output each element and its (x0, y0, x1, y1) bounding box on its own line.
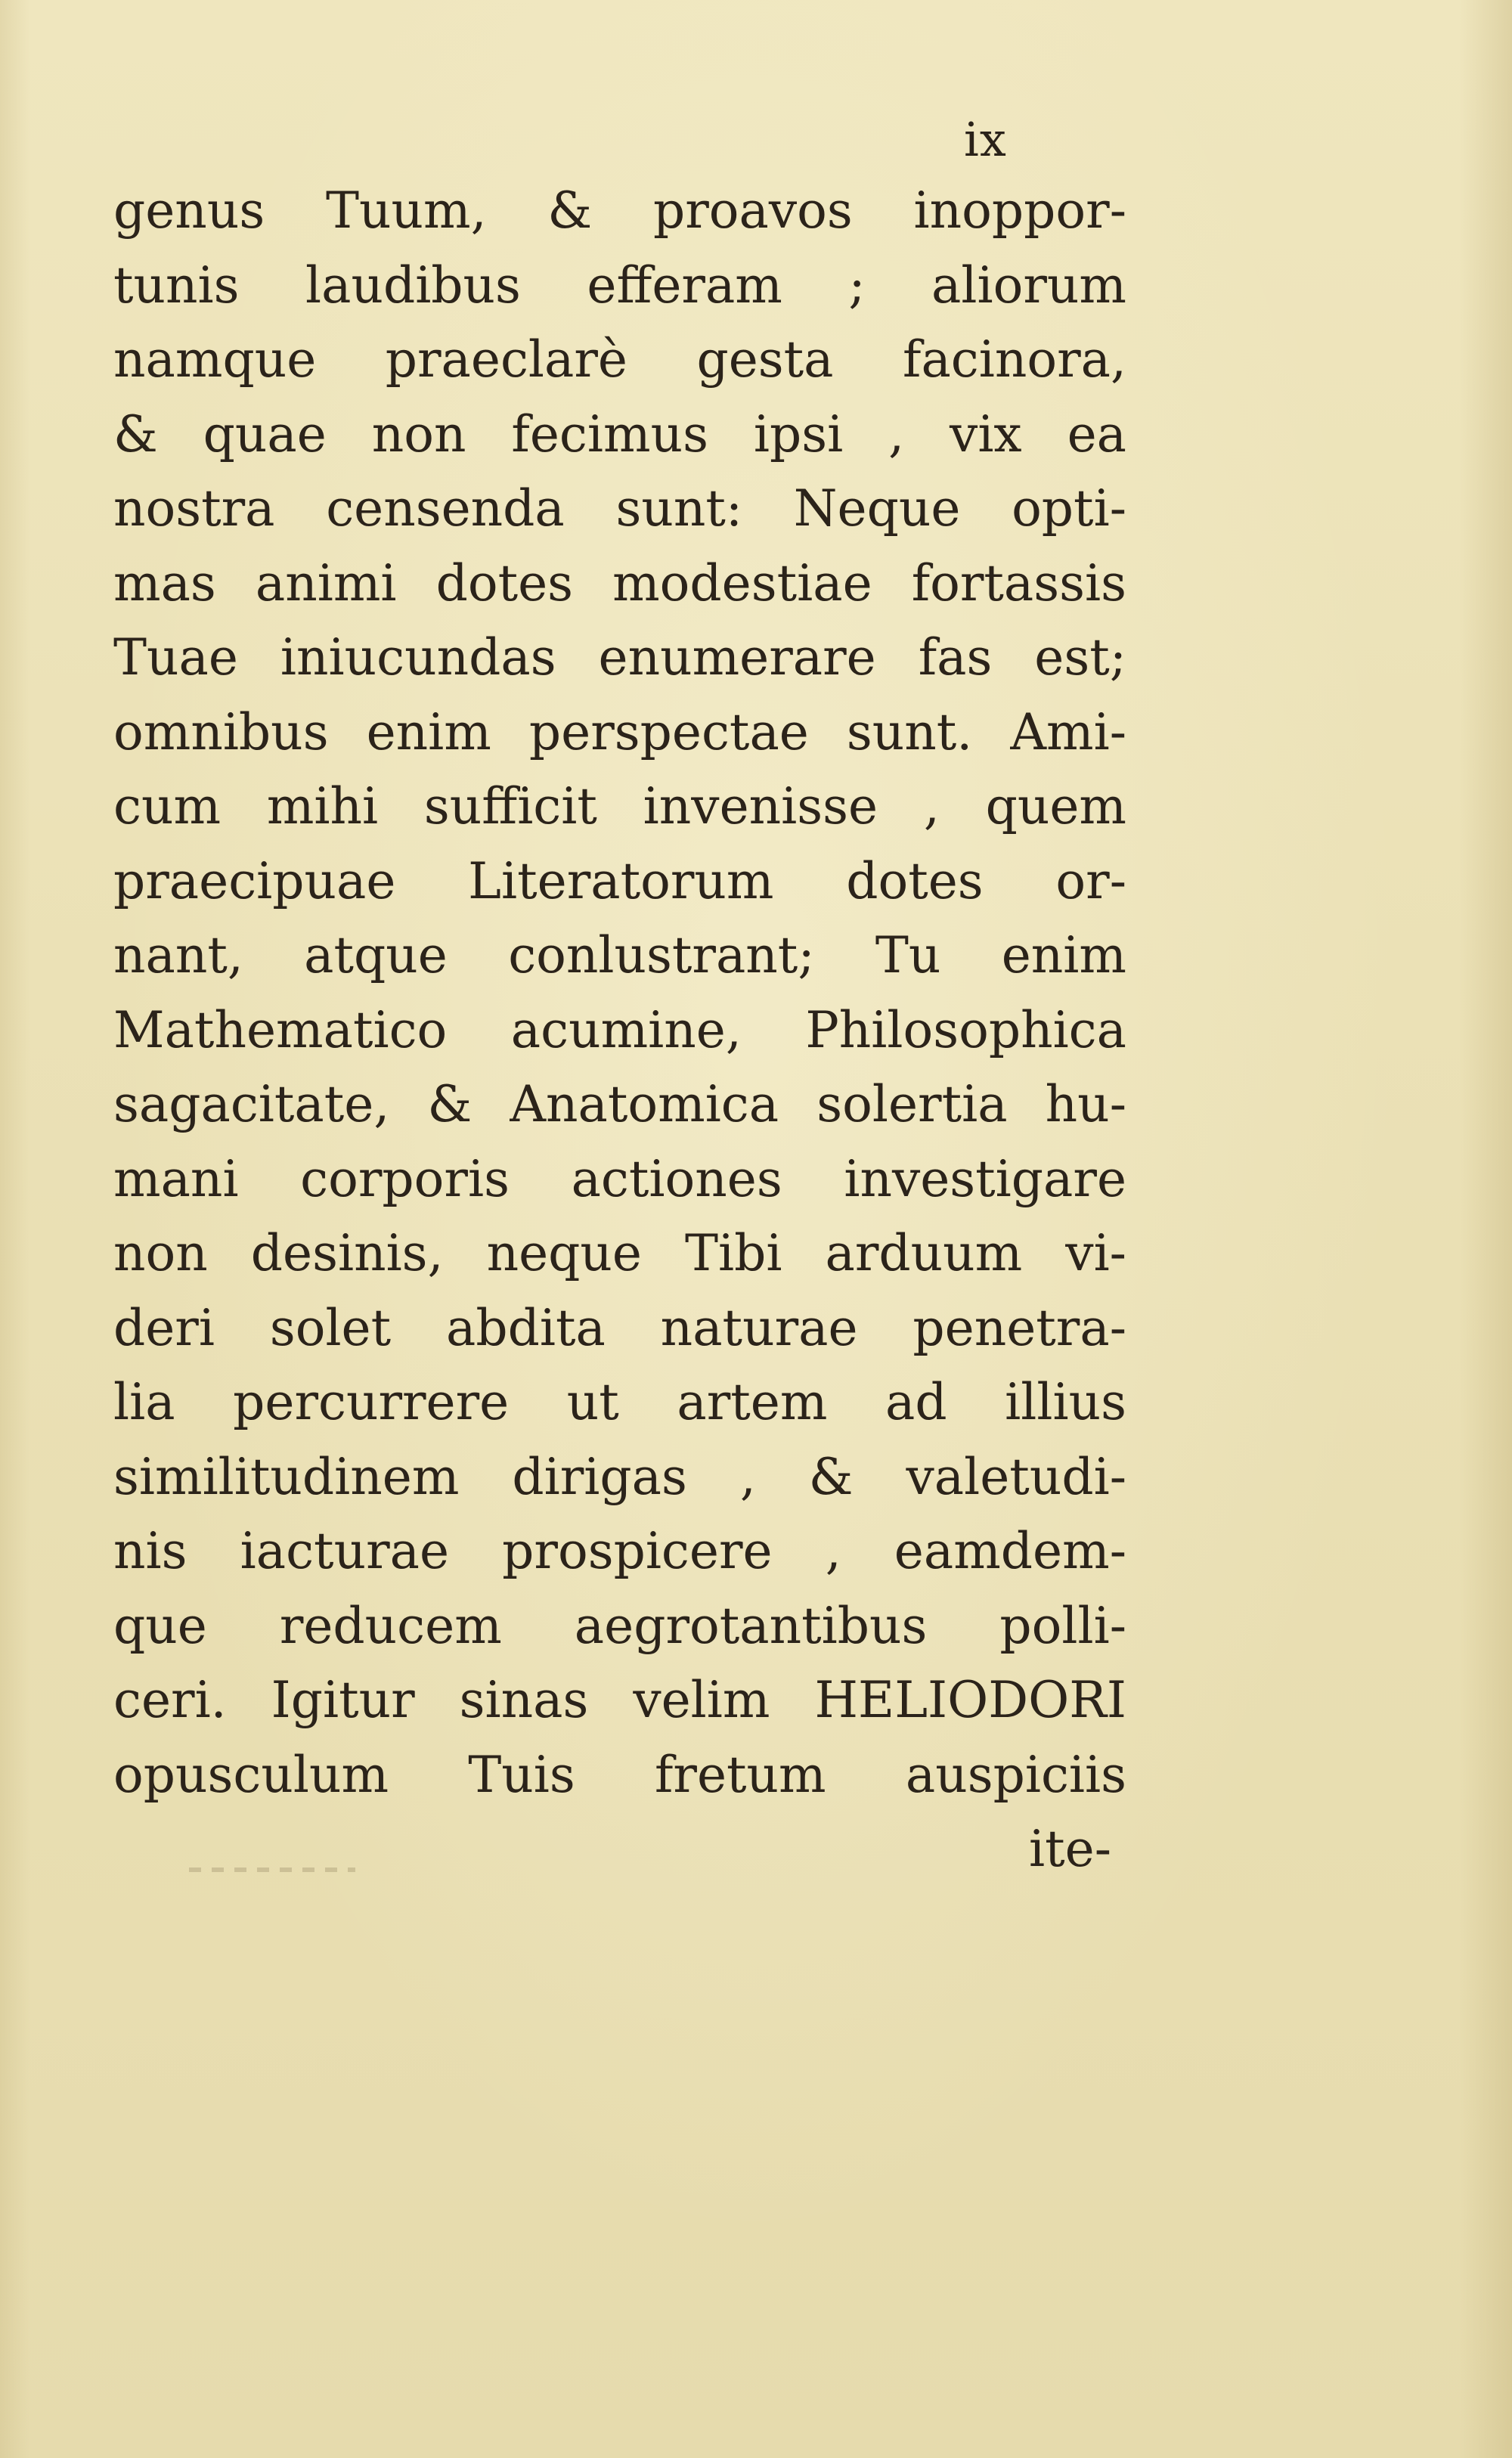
text-line: & quae non fecimus ipsi , vix ea (113, 405, 1126, 463)
page-gutter-shadow (0, 0, 30, 2458)
text-line: mani corporis actiones investigare (113, 1149, 1126, 1208)
text-line: genus Tuum, & proavos inoppor- (113, 181, 1126, 240)
text-line: similitudinem dirigas , & valetudi- (113, 1447, 1126, 1506)
text-line: sagacitate, & Anatomica solertia hu- (113, 1075, 1126, 1133)
page-edge-shadow (1459, 0, 1512, 2458)
text-line: Mathematico acumine, Philosophica (113, 1000, 1126, 1059)
body-text (113, 174, 1126, 1887)
text-line: namque praeclarè gesta facinora, (113, 330, 1126, 389)
text-line: nostra censenda sunt: Neque opti- (113, 479, 1126, 538)
text-line: mas animi dotes modestiae fortassis (113, 553, 1126, 612)
text-line: omnibus enim perspectae sunt. Ami- (113, 702, 1126, 761)
text-line: ceri. Igitur sinas velim HELIODORI (113, 1671, 1126, 1729)
text-line: tunis laudibus efferam ; aliorum (113, 256, 1126, 315)
text-line: nis iacturae prospicere , eamdem- (113, 1522, 1126, 1580)
text-line: Tuae iniucundas enumerare fas est; (113, 628, 1126, 687)
text-line: opusculum Tuis fretum auspiciis (113, 1745, 1126, 1804)
text-line: praecipuae Literatorum dotes or- (113, 851, 1126, 910)
text-line: cum mihi sufficit invenisse , quem (113, 777, 1126, 835)
text-line: non desinis, neque Tibi arduum vi- (113, 1224, 1126, 1282)
text-line: lia percurrere ut artem ad illius (113, 1373, 1126, 1431)
page-number: ix (964, 112, 1007, 167)
catchword: ite- (1029, 1820, 1111, 1878)
text-line: deri solet abdita naturae penetra- (113, 1298, 1126, 1357)
text-line: nant, atque conlustrant; Tu enim (113, 926, 1126, 984)
signature-mark (189, 1868, 355, 1872)
text-line: que reducem aegrotantibus polli- (113, 1596, 1126, 1655)
